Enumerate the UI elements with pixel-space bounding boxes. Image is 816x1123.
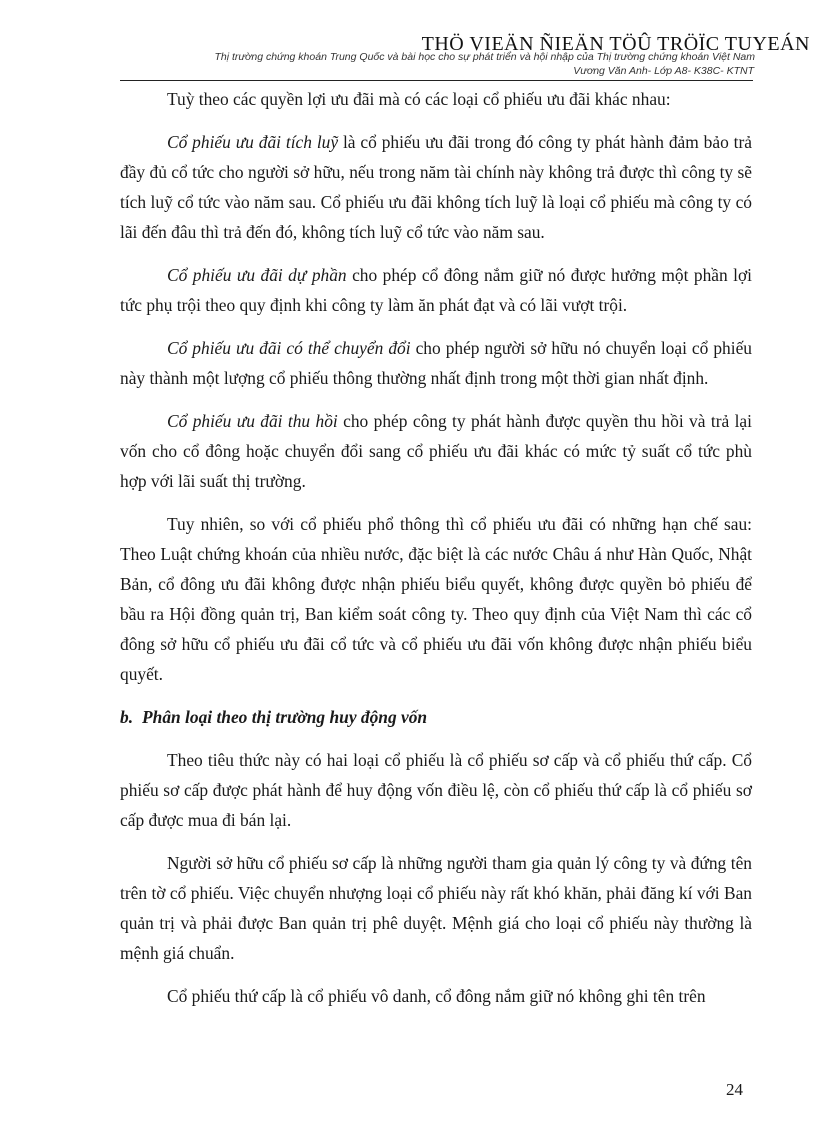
paragraph-cumulative-preferred (120, 127, 752, 247)
term-cumulative-preferred: Cổ phiếu ưu đãi tích luỹ (167, 132, 339, 152)
paragraph-text: cho phép cổ đông nắm giữ nó được hưởng một phần lợi tức phụ trội theo quy định khi công ty làm ăn phát đạt và có lãi vượt trội. (120, 265, 752, 315)
paragraph-callable-preferred (120, 406, 752, 496)
page-body (120, 84, 752, 1024)
term-participating-preferred: Cổ phiếu ưu đãi dự phần (167, 265, 347, 285)
paragraph-primary-owners: Người sở hữu cổ phiếu sơ cấp là những người tham gia quản lý công ty và đứng tên trên tờ cổ phiếu. Việc chuyển nhượng loại cổ phiếu này rất khó khăn, phải đăng kí với Ban quản trị và phải được Ban quản trị phê duyệt. Mệnh giá cho loại cổ phiếu này thường là mệnh giá chuẩn. (120, 853, 752, 963)
paragraph-secondary-shares: Cổ phiếu thứ cấp là cổ phiếu vô danh, cổ đông nắm giữ nó không ghi tên trên (167, 986, 706, 1006)
running-header-author: Vương Văn Anh- Lớp A8- K38C- KTNT (573, 65, 754, 77)
section-heading-text: Phân loại theo thị trường huy động vốn (142, 707, 428, 727)
paragraph-primary-secondary: Theo tiêu thức này có hai loại cổ phiếu là cổ phiếu sơ cấp và cổ phiếu thứ cấp. Cổ phiếu sơ cấp được phát hành để huy động vốn điều lệ, còn cổ phiếu thứ cấp là cổ phiếu sơ cấp được mua đi bán lại. (120, 750, 752, 830)
header-divider (120, 80, 753, 81)
paragraph-participating-preferred (120, 260, 752, 320)
paragraph-intro: Tuỳ theo các quyền lợi ưu đãi mà có các loại cổ phiếu ưu đãi khác nhau: (167, 89, 671, 109)
paragraph-text: cho phép người sở hữu nó chuyển loại cổ phiếu này thành một lượng cổ phiếu thông thường nhất định trong một thời gian nhất định. (120, 338, 752, 388)
section-heading (120, 702, 752, 732)
term-convertible-preferred: Cổ phiếu ưu đãi có thể chuyển đổi (167, 338, 411, 358)
paragraph-limitations: Tuy nhiên, so với cổ phiếu phổ thông thì cổ phiếu ưu đãi có những hạn chế sau: Theo Luật chứng khoán của nhiều nước, đặc biệt là các nước Châu á như Hàn Quốc, Nhật Bản, cổ đông ưu đãi không được nhận phiếu biểu quyết, không được quyền bỏ phiếu để bầu ra Hội đồng quản trị, Ban kiểm soát công ty. Theo quy định của Việt Nam thì các cổ đông sở hữu cổ phiếu ưu đãi cổ tức và cổ phiếu ưu đãi vốn không được nhận phiếu biểu quyết. (120, 514, 752, 684)
page-number: 24 (726, 1080, 743, 1099)
paragraph-text: cho phép công ty phát hành được quyền thu hồi và trả lại vốn cho cổ đông hoặc chuyển đổi sang cổ phiếu ưu đãi khác có mức tỷ suất cổ tức phù hợp với lãi suất thị trường. (120, 411, 752, 491)
section-heading-label: b. (120, 707, 134, 727)
term-callable-preferred: Cổ phiếu ưu đãi thu hồi (167, 411, 338, 431)
paragraph-convertible-preferred (120, 333, 752, 393)
watermark-text: THÖ VIEÄN ÑIEÄN TÖÛ TRÖÏC TUYEÁN (421, 33, 810, 55)
running-header-title: Thị trường chứng khoán Trung Quốc và bài học cho sự phát triển và hội nhập của Thị trường chứng khoán Việt Nam (214, 51, 755, 63)
paragraph-text: là cổ phiếu ưu đãi trong đó công ty phát hành đảm bảo trả đầy đủ cổ tức cho người sở hữu, nếu trong năm tài chính này không trả được thì công ty sẽ tích luỹ cổ tức vào năm sau. Cổ phiếu ưu đãi không tích luỹ là loại cổ phiếu mà công ty có lãi đến đâu thì trả đến đó, không tích luỹ cổ tức vào năm sau. (120, 132, 752, 242)
